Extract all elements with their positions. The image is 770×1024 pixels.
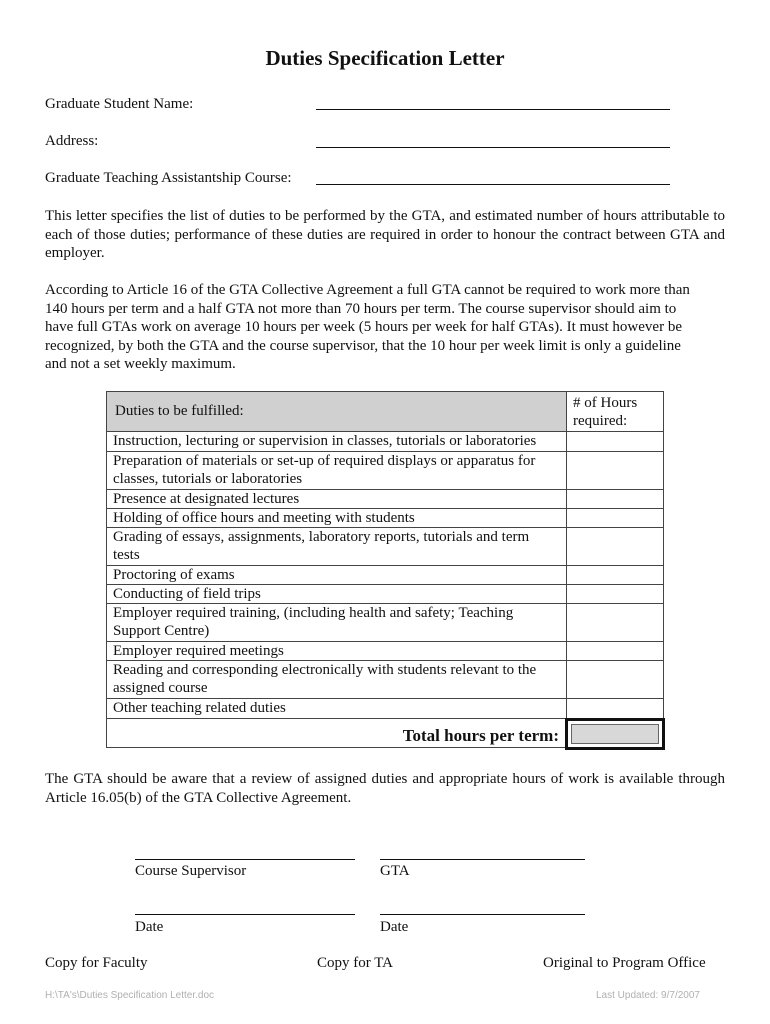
hours-header-label — [573, 394, 637, 430]
table-row — [107, 509, 663, 528]
article-line: recognized, by both the GTA and the course supervisor, that the 10 hour per week limit is only a guideline — [45, 337, 681, 354]
copy-for-ta: Copy for TA — [317, 955, 394, 971]
duty-cell — [107, 490, 567, 508]
duty-cell — [107, 509, 567, 527]
table-row — [107, 699, 663, 719]
supervisor-date-label: Date — [135, 919, 164, 935]
table-row — [107, 528, 663, 566]
duty-text: Reading and corresponding electronically with students relevant to the — [113, 662, 537, 678]
copy-for-faculty: Copy for Faculty — [45, 955, 148, 971]
duty-text: Employer required training, (including health and safety; Teaching — [113, 605, 514, 621]
hours-cell[interactable] — [567, 661, 663, 698]
duty-text-cont: Support Centre) — [113, 623, 210, 639]
duty-cell — [107, 661, 567, 698]
duty-cell — [107, 642, 567, 660]
duties-header-label: Duties to be fulfilled: — [115, 403, 244, 419]
hours-header-line2: required: — [573, 413, 628, 429]
page-title: Duties Specification Letter — [265, 46, 505, 70]
total-hours-label: Total hours per term: — [402, 726, 559, 745]
total-hours-input[interactable] — [571, 724, 659, 744]
gta-signature-line[interactable] — [380, 859, 585, 860]
student-name-field[interactable] — [316, 109, 670, 110]
duty-cell — [107, 528, 567, 565]
hours-cell[interactable] — [567, 509, 663, 527]
gta-label: GTA — [380, 863, 410, 879]
hours-header-line1: # of Hours — [573, 395, 638, 411]
duty-text-cont: classes, tutorials or laboratories — [113, 471, 303, 487]
table-row — [107, 585, 663, 604]
duty-text: Proctoring of exams — [113, 567, 235, 583]
hours-cell[interactable] — [567, 490, 663, 508]
hours-cell[interactable] — [567, 604, 663, 641]
duty-cell — [107, 699, 567, 718]
table-row — [107, 452, 663, 490]
duty-text: Employer required meetings — [113, 643, 284, 659]
course-supervisor-label: Course Supervisor — [135, 863, 247, 879]
original-to-program-office: Original to Program Office — [543, 955, 706, 971]
gta-date-line[interactable] — [380, 914, 585, 915]
duty-text: Presence at designated lectures — [113, 491, 300, 507]
hours-header — [567, 392, 663, 432]
duty-cell — [107, 432, 567, 451]
duty-text-cont: tests — [113, 547, 140, 563]
duty-text-cont: assigned course — [113, 680, 208, 696]
hours-cell[interactable] — [567, 452, 663, 489]
duty-text: Holding of office hours and meeting with students — [113, 510, 415, 526]
file-path: H:\TA's\Duties Specification Letter.doc — [45, 990, 215, 1001]
table-row — [107, 490, 663, 509]
student-name-label: Graduate Student Name: — [45, 96, 194, 112]
duty-text: Conducting of field trips — [113, 586, 261, 602]
duty-cell — [107, 452, 567, 489]
article-line: and not a set weekly maximum. — [45, 356, 236, 373]
intro-paragraph: This letter specifies the list of duties to be performed by the GTA, and estimated number of hours attributable to each of those duties; performance of these duties are required in order to honour the contract between GTA and employer. — [45, 208, 725, 262]
article-line: 140 hours per term and a half GTA not more than 70 hours per term. The course supervisor should aim to — [45, 300, 677, 317]
table-row — [107, 566, 663, 585]
duty-text: Other teaching related duties — [113, 700, 286, 716]
table-row — [107, 432, 663, 452]
duty-text: Preparation of materials or set-up of required displays or apparatus for — [113, 453, 536, 469]
duties-header — [107, 392, 567, 432]
course-field[interactable] — [316, 184, 670, 185]
duty-cell — [107, 585, 567, 603]
article-line: According to Article 16 of the GTA Collective Agreement a full GTA cannot be required to work more than — [45, 282, 690, 298]
review-paragraph: The GTA should be aware that a review of assigned duties and appropriate hours of work is available through Article 16.05(b) of the GTA Collective Agreement. — [45, 771, 725, 806]
address-field[interactable] — [316, 147, 670, 148]
table-row — [107, 604, 663, 642]
duty-cell — [107, 604, 567, 641]
hours-cell[interactable] — [567, 528, 663, 565]
supervisor-date-line[interactable] — [135, 914, 355, 915]
duty-cell — [107, 566, 567, 584]
total-hours-field[interactable] — [565, 718, 665, 750]
hours-cell[interactable] — [567, 566, 663, 584]
article-line: have full GTAs work on average 10 hours per week (5 hours per week for half GTAs). It must however be — [45, 319, 682, 336]
hours-cell[interactable] — [567, 642, 663, 660]
article-paragraph — [45, 281, 725, 374]
course-label: Graduate Teaching Assistantship Course: — [45, 170, 292, 186]
last-updated: Last Updated: 9/7/2007 — [596, 990, 700, 1001]
hours-cell[interactable] — [567, 699, 663, 718]
duties-table — [106, 391, 664, 748]
table-row — [107, 642, 663, 661]
duty-text: Instruction, lecturing or supervision in classes, tutorials or laboratories — [113, 433, 537, 449]
gta-date-label: Date — [380, 919, 409, 935]
table-row — [107, 661, 663, 699]
hours-cell[interactable] — [567, 585, 663, 603]
address-label: Address: — [45, 133, 99, 149]
hours-cell[interactable] — [567, 432, 663, 451]
duty-text: Grading of essays, assignments, laboratory reports, tutorials and term — [113, 529, 530, 545]
course-supervisor-signature-line[interactable] — [135, 859, 355, 860]
